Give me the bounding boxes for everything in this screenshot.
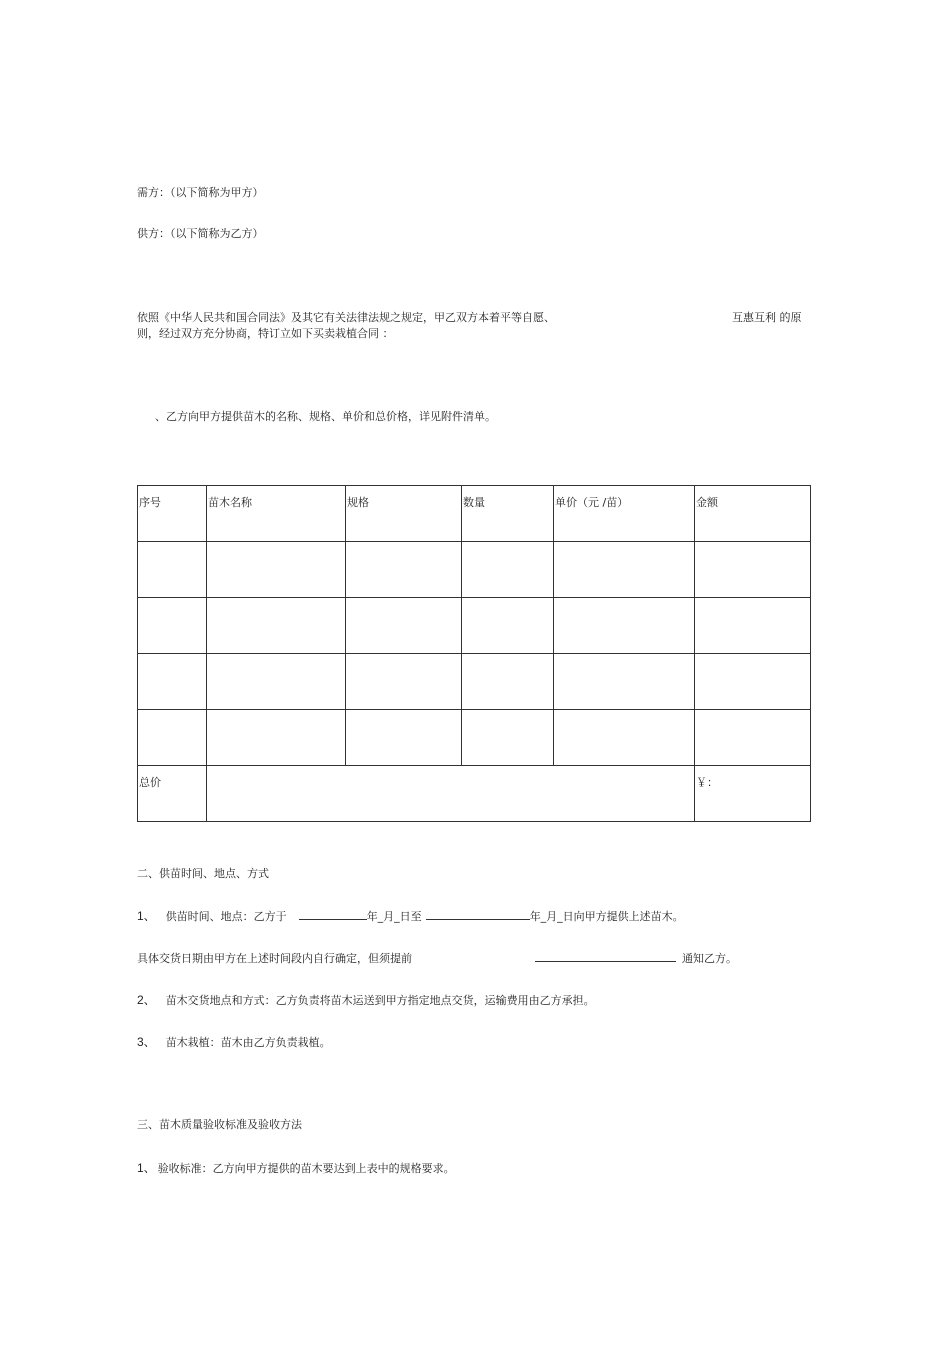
table-cell[interactable] [695, 654, 811, 710]
delivery-text-b: 通知乙方。 [682, 952, 737, 965]
table-header-row [138, 486, 811, 542]
table-cell[interactable] [695, 598, 811, 654]
item-1-text-a: 供苗时间、地点：乙方于 [165, 910, 287, 923]
table-cell[interactable] [554, 542, 695, 598]
table-cell[interactable] [138, 710, 207, 766]
table-cell[interactable] [462, 598, 554, 654]
delivery-notice-line [137, 951, 737, 966]
preamble-line1: 依照《中华人民共和国合同法》及其它有关法律法规之规定，甲乙双方本着平等自愿、 [137, 311, 555, 324]
header-quantity: 数量 [462, 486, 554, 542]
table-row [138, 598, 811, 654]
table-row [138, 710, 811, 766]
section-3-item-1 [137, 1161, 455, 1176]
clause-1-text: 、乙方向甲方提供苗木的名称、规格、单价和总价格，详见附件清单。 [155, 410, 496, 423]
item-1-text-c: 年_月_日向甲方提供上述苗木。 [529, 910, 684, 923]
delivery-text-a: 具体交货日期由甲方在上述时间段内自行确定，但须提前 [137, 952, 412, 965]
preamble-line2: 则，经过双方充分协商，特订立如下买卖栽植合同 ： [137, 327, 394, 340]
table-cell[interactable] [207, 654, 346, 710]
header-name: 苗木名称 [207, 486, 346, 542]
total-words-cell[interactable] [207, 766, 695, 822]
table-cell[interactable] [554, 598, 695, 654]
table-cell[interactable] [462, 710, 554, 766]
table-cell[interactable] [207, 598, 346, 654]
table-total-row [138, 766, 811, 822]
total-amount[interactable]: ￥： [695, 766, 811, 822]
table-row [138, 654, 811, 710]
table-cell[interactable] [138, 654, 207, 710]
section-2-item-1 [137, 909, 684, 924]
header-spec: 规格 [346, 486, 462, 542]
end-date-blank[interactable] [426, 909, 530, 920]
header-amount: 金额 [695, 486, 811, 542]
table-cell[interactable] [207, 710, 346, 766]
supplier-line: 供方：（以下简称为乙方） [137, 227, 264, 240]
table-cell[interactable] [346, 710, 462, 766]
table-cell[interactable] [554, 654, 695, 710]
buyer-line: 需方：（以下简称为甲方） [137, 186, 264, 199]
table-cell[interactable] [554, 710, 695, 766]
total-label: 总价 [138, 766, 207, 822]
item-1-text-b: 年_月_日至 [366, 910, 422, 923]
header-unit-price: 单价（元 /苗） [554, 486, 695, 542]
notice-days-blank[interactable] [535, 951, 676, 962]
section-2-item-2 [137, 993, 595, 1008]
table-cell[interactable] [138, 598, 207, 654]
table-cell[interactable] [346, 542, 462, 598]
table-cell[interactable] [462, 654, 554, 710]
item-number: 1、 [137, 1161, 156, 1175]
section-3-title: 三、苗木质量验收标准及验收方法 [137, 1118, 302, 1131]
item-2-text: 苗木交货地点和方式：乙方负责将苗木运送到甲方指定地点交货，运输费用由乙方承担。 [165, 994, 595, 1007]
item-1-standard-text: 验收标准：乙方向甲方提供的苗木要达到上表中的规格要求。 [157, 1162, 455, 1175]
table-cell[interactable] [346, 654, 462, 710]
section-2-title: 二、供苗时间、地点、方式 [137, 867, 269, 880]
header-index: 序号 [138, 486, 207, 542]
seedling-table [137, 485, 811, 822]
table-cell[interactable] [695, 710, 811, 766]
table-cell[interactable] [138, 542, 207, 598]
item-number: 2、 [137, 993, 156, 1007]
start-date-blank[interactable] [299, 909, 367, 920]
table-cell[interactable] [346, 598, 462, 654]
table-cell[interactable] [462, 542, 554, 598]
table-cell[interactable] [207, 542, 346, 598]
item-number: 1、 [137, 909, 156, 923]
item-3-text: 苗木栽植：苗木由乙方负责栽植。 [165, 1036, 331, 1049]
section-2-item-3 [137, 1035, 331, 1050]
table-row [138, 542, 811, 598]
item-number: 3、 [137, 1035, 156, 1049]
preamble-line1-right: 互惠互利 的原 [732, 311, 802, 324]
table-cell[interactable] [695, 542, 811, 598]
